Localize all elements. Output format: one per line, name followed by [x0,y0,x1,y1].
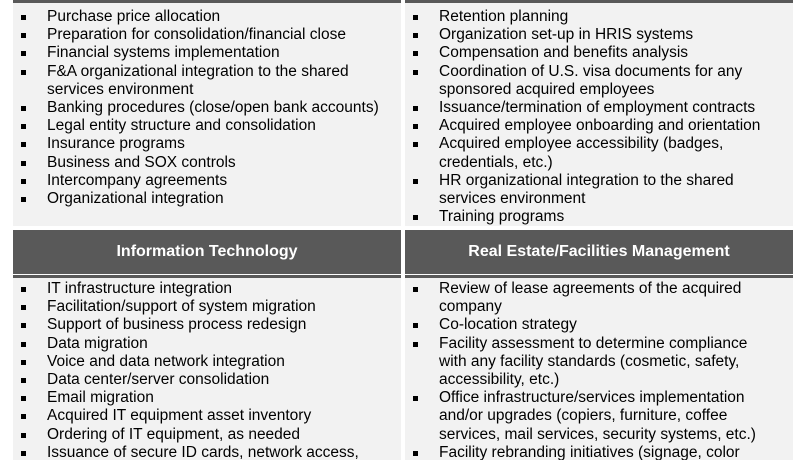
list-item [13,190,379,208]
list-item-text: Data migration [47,334,148,352]
list-item [13,154,379,172]
list-item-text: credentials, etc.) [439,153,553,171]
bullet-icon [21,124,26,129]
bullet-icon [21,433,26,438]
list-item-text: and/or upgrades (copiers, furniture, coffee [439,407,728,425]
list-item [405,44,760,62]
it-section-header [13,230,401,274]
list-item-text: with any facility standards (cosmetic, safety, [439,352,740,370]
list-item-text: Ordering of IT equipment, as needed [47,425,301,443]
bullet-icon [413,396,418,401]
list-item [13,298,359,316]
list-item [13,444,359,460]
list-item-text: Purchase price allocation [47,8,221,25]
bullet-icon [21,197,26,202]
list-item-text: accessibility, etc.) [439,371,560,389]
list-item-text: Co-location strategy [439,316,577,334]
bullet-icon [413,179,418,184]
list-item-text: Issuance of secure ID cards, network access, [47,443,359,460]
list-item-text: Support of business process redesign [47,316,307,334]
finance-list [13,8,379,208]
bullet-icon [21,287,26,292]
list-item-text: Acquired employee accessibility (badges, [439,135,724,153]
list-item-text: company [439,298,502,316]
it-panel [13,275,401,460]
list-item [13,353,359,371]
bullet-icon [21,414,26,419]
bullet-icon [413,33,418,38]
hr-list [405,8,760,226]
list-item-text: Retention planning [439,8,569,25]
list-item-text: sponsored acquired employees [439,80,655,98]
bullet-icon [21,396,26,401]
list-item-text: Office infrastructure/services implementation [439,389,745,407]
list-item-text: Business and SOX controls [47,153,236,171]
list-item [13,172,379,190]
list-item-text: Issuance/termination of employment contracts [439,99,756,117]
list-item-text: Facility assessment to determine compliance [439,334,748,352]
bullet-icon [413,342,418,347]
list-item-text: Organizational integration [47,190,224,208]
facilities-list [405,280,756,460]
list-item-text: Financial systems implementation [47,44,280,62]
list-item-text: Insurance programs [47,135,185,153]
facilities-section-header [405,230,793,274]
list-item-text: Legal entity structure and consolidation [47,117,316,135]
bullet-icon [21,323,26,328]
list-item-text: services, mail services, security systems, etc.) [439,425,756,443]
bullet-icon [21,106,26,111]
facilities-panel [405,275,793,460]
list-item [405,389,756,444]
bullet-icon [413,70,418,75]
list-item-text: Coordination of U.S. visa documents for any [439,62,743,80]
bullet-icon [21,378,26,383]
list-item [13,44,379,62]
list-item [405,208,760,226]
bullet-icon [21,15,26,20]
list-item [13,63,379,99]
list-item-text: Email migration [47,389,154,407]
list-item-text: Facilitation/support of system migration [47,298,316,316]
list-item [13,335,359,353]
list-item [405,335,756,390]
bullet-icon [413,215,418,220]
bullet-icon [413,142,418,147]
list-item-text: Organization set-up in HRIS systems [439,26,694,44]
list-item [13,371,359,389]
list-item [13,8,379,26]
list-item-text: Preparation for consolidation/financial close [47,26,346,44]
list-item [405,117,760,135]
facilities-section-title: Real Estate/Facilities Management [468,243,730,260]
list-item [405,172,760,208]
list-item-text: F&A organizational integration to the shared [47,62,349,80]
list-item-text: Compensation and benefits analysis [439,44,689,62]
list-item [405,135,760,171]
bullet-icon [21,51,26,56]
hr-panel [405,0,793,226]
list-item [405,99,760,117]
list-item [13,117,379,135]
list-item-text: services environment [47,80,194,98]
bullet-icon [413,15,418,20]
it-section-title: Information Technology [116,243,298,260]
it-list [13,280,359,460]
list-item [13,280,359,298]
list-item-text: Acquired employee onboarding and orientation [439,117,761,135]
list-item-text: HR organizational integration to the shared [439,171,734,189]
list-item-text: Intercompany agreements [47,171,228,189]
bullet-icon [21,33,26,38]
list-item [13,426,359,444]
list-item-text: services environment [439,190,586,208]
bullet-icon [21,360,26,365]
list-item [13,99,379,117]
bullet-icon [21,70,26,75]
bullet-icon [413,51,418,56]
list-item-text: Voice and data network integration [47,352,285,370]
list-item-text: IT infrastructure integration [47,280,232,297]
list-item [405,316,756,334]
list-item [405,280,756,316]
list-item-text: Training programs [439,208,565,226]
list-item [405,26,760,44]
bullet-icon [21,179,26,184]
bullet-icon [21,451,26,456]
bullet-icon [21,305,26,310]
bullet-icon [413,124,418,129]
list-item [13,389,359,407]
list-item [13,407,359,425]
list-item-text: Acquired IT equipment asset inventory [47,407,312,425]
list-item [405,444,756,460]
list-item [13,316,359,334]
bullet-icon [413,451,418,456]
bullet-icon [413,287,418,292]
bullet-icon [413,323,418,328]
list-item [405,8,760,26]
list-item [13,26,379,44]
list-item-text: Review of lease agreements of the acquired [439,280,742,297]
list-item-text: Facility rebranding initiatives (signage, color [439,443,740,460]
bullet-icon [21,142,26,147]
list-item-text: Data center/server consolidation [47,371,270,389]
bullet-icon [21,161,26,166]
list-item [405,63,760,99]
bullet-icon [21,342,26,347]
list-item-text: Banking procedures (close/open bank accounts) [47,99,379,117]
finance-panel [13,0,401,226]
bullet-icon [413,106,418,111]
list-item [13,135,379,153]
